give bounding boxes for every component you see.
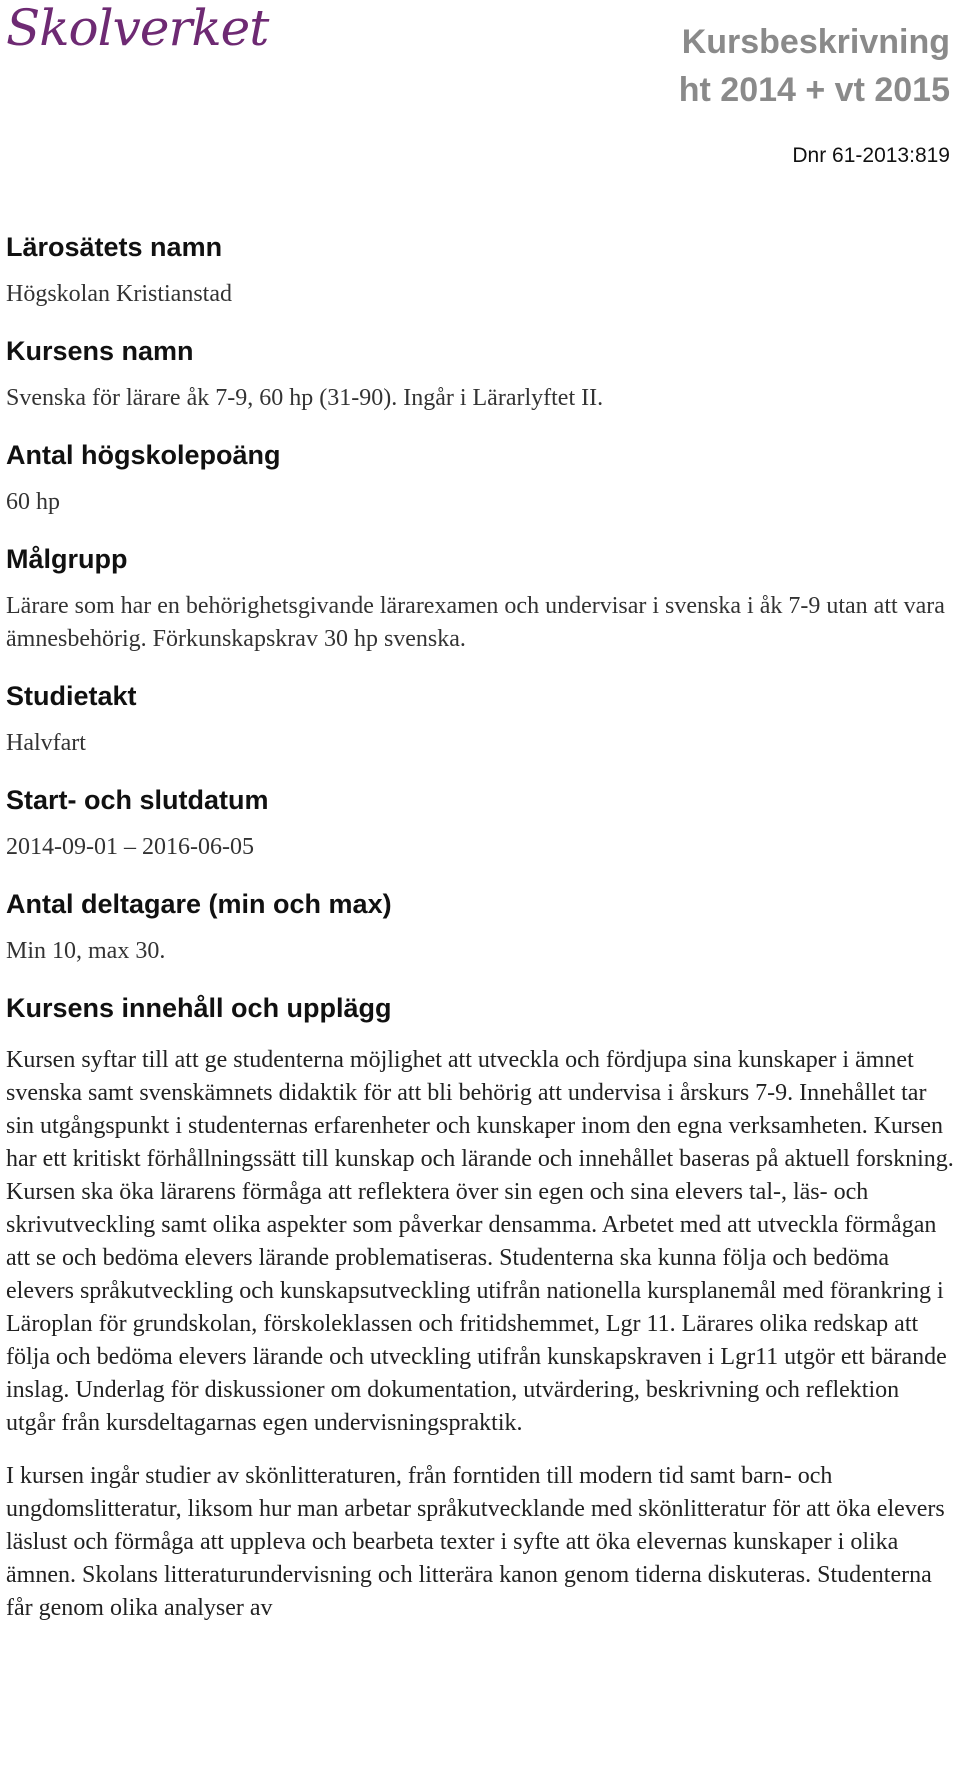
section-heading: Kursens innehåll och upplägg	[6, 993, 392, 1023]
paragraph: Kursen syftar till att ge studenterna möjlighet att utveckla och fördjupa sina kunskaper i ämnet svenska samt svenskämnets didaktik för att bli behörig att undervisa i årskurs 7-9. Innehållet tar sin utgångspunkt i studenternas erfarenheter och kunskaper inom den egna verksamheten. Kursen har ett kritiskt förhållningssätt till kunskap och lärande och innehållet baseras på aktuell forskning. Kursen ska öka lärarens förmåga att reflektera över sin egen och sina elevers tal-, läs- och skrivutveckling samt olika aspekter som påverkar densamma. Arbetet med att utveckla förmågan att se och bedöma elevers lärande problematiseras. Studenterna ska kunna följa och bedöma elevers språkutveckling och kunskapsutveckling utifrån nationella kursplanemål med förankring i Läroplan för grundskolan, förskoleklassen och fritidshemmet, Lgr 11. Lärares olika redskap att följa och bedöma elevers lärande och utveckling utifrån kunskapskraven i Lgr11 utgör ett bärande inslag. Underlag för diskussioner om dokumentation, utvärdering, beskrivning och reflektion utgår från kursdeltagarnas egen undervisningspraktik.	[6, 1047, 954, 1436]
content-paragraphs	[6, 1044, 954, 1625]
section-heading: Lärosätets namn	[6, 232, 223, 262]
document-header	[679, 18, 950, 168]
section-dates	[6, 784, 954, 864]
section-value: Halvfart	[6, 730, 86, 756]
document-title: Kursbeskrivning	[681, 23, 950, 61]
document-body	[6, 231, 954, 1645]
section-participants	[6, 888, 954, 968]
section-value: Lärare som har en behörighetsgivande lärarexamen och undervisar i svenska i åk 7-9 utan att vara ämnesbehörig. Förkunskapskrav 30 hp svenska.	[6, 593, 945, 652]
section-value: Högskolan Kristianstad	[6, 281, 232, 307]
section-target-group	[6, 543, 954, 656]
section-institution	[6, 231, 954, 311]
section-value: Min 10, max 30.	[6, 938, 166, 964]
section-heading: Studietakt	[6, 681, 137, 711]
skolverket-logo: Skolverket	[6, 0, 269, 57]
section-value: 60 hp	[6, 489, 60, 515]
section-value: 2014-09-01 – 2016-06-05	[6, 834, 254, 860]
section-credits	[6, 439, 954, 519]
section-value: Svenska för lärare åk 7-9, 60 hp (31-90). Ingår i Lärarlyftet II.	[6, 385, 604, 411]
paragraph: I kursen ingår studier av skönlitteraturen, från forntiden till modern tid samt barn- och ungdomslitteratur, liksom hur man arbetar språkutvecklande med skönlitteratur för att öka elevers läslust och förmåga att uppleva och bearbeta texter i syfte att öka elevernas kunskaper i olika ämnen. Skolans litteraturundervisning och litterära kanon genom tiderna diskuteras. Studenterna får genom olika analyser av	[6, 1463, 945, 1621]
section-course-name	[6, 335, 954, 415]
section-heading: Start- och slutdatum	[6, 785, 269, 815]
registration-number: Dnr 61-2013:819	[792, 144, 950, 167]
section-heading: Antal deltagare (min och max)	[6, 889, 392, 919]
document-period: ht 2014 + vt 2015	[678, 71, 950, 109]
section-heading: Kursens namn	[6, 336, 194, 366]
section-heading: Målgrupp	[6, 544, 128, 574]
section-study-pace	[6, 680, 954, 760]
section-content	[6, 992, 954, 1625]
section-heading: Antal högskolepoäng	[6, 440, 281, 470]
